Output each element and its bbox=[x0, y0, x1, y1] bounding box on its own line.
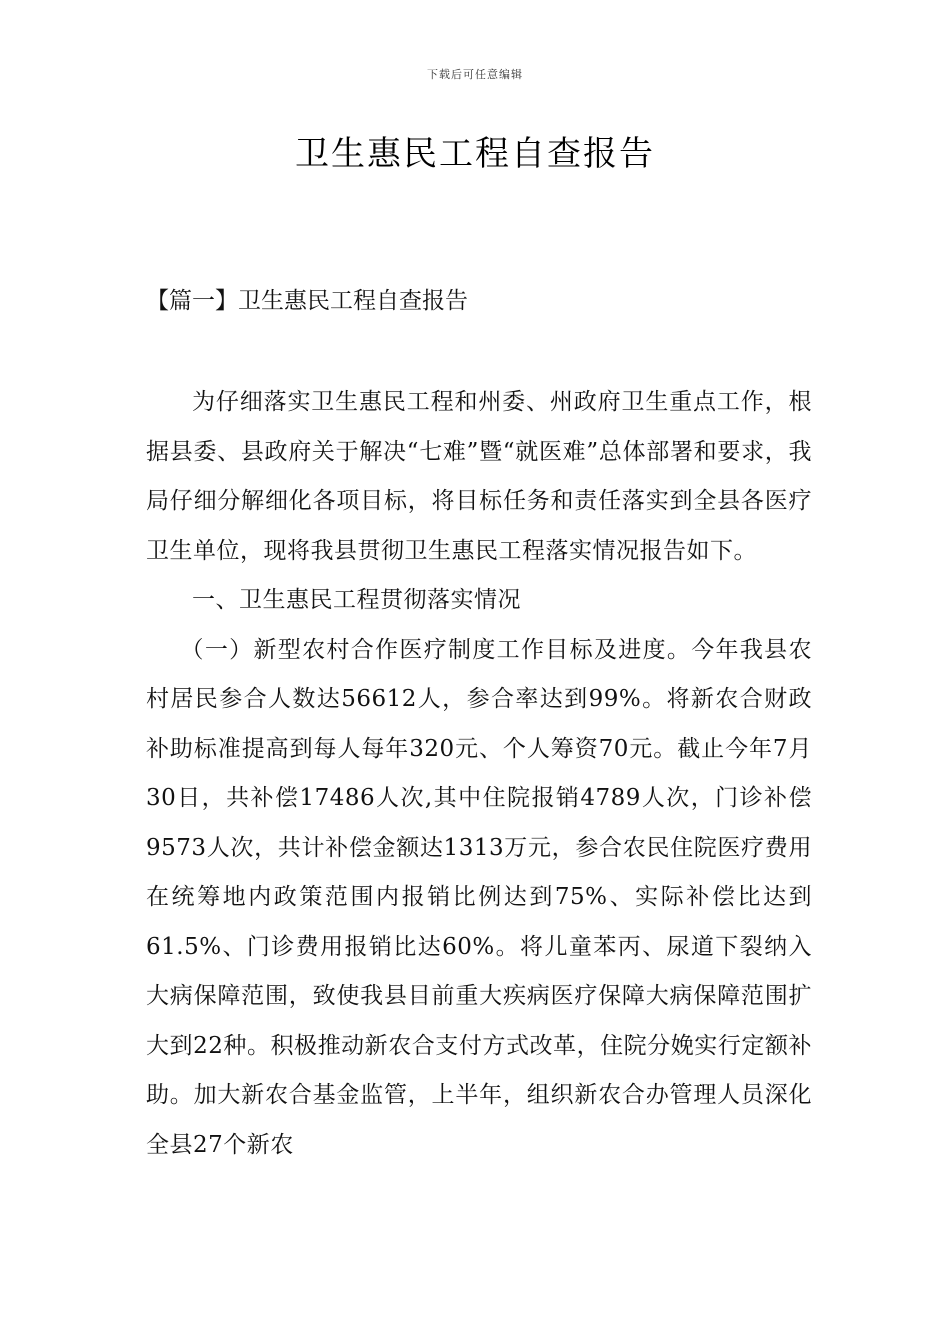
section-heading: 【篇一】卫生惠民工程自查报告 bbox=[146, 288, 468, 314]
document-title: 卫生惠民工程自查报告 bbox=[295, 134, 655, 174]
document-body bbox=[146, 378, 812, 1170]
paragraph-heading-1: 一、卫生惠民工程贯彻落实情况 bbox=[192, 587, 521, 613]
paragraph-section-1: （一）新型农村合作医疗制度工作目标及进度。今年我县农村居民参合人数达56612人，参合率达到99%。将新农合财政补助标准提高到每人每年320元、个人筹资70元。截止今年7月30日，共补偿17486人次,其中住院报销4789人次，门诊补偿9573人次，共计补偿金额达1313万元，参合农民住院医疗费用在统筹地内政策范围内报销比例达到75%、实际补偿比达到61.5%、门诊费用报销比达60%。将儿童苯丙、尿道下裂纳入大病保障范围，致使我县目前重大疾病医疗保障大病保障范围扩大到22种。积极推动新农合支付方式改革，住院分娩实行定额补助。加大新农合基金监管，上半年，组织新农合办管理人员深化全县27个新农 bbox=[146, 636, 812, 1158]
paragraph-intro: 为仔细落实卫生惠民工程和州委、州政府卫生重点工作，根据县委、县政府关于解决“七难”暨“就医难”总体部署和要求，我局仔细分解细化各项目标，将目标任务和责任落实到全县各医疗卫生单位，现将我县贯彻卫生惠民工程落实情况报告如下。 bbox=[146, 389, 812, 564]
header-note: 下载后可任意编辑 bbox=[427, 68, 523, 81]
